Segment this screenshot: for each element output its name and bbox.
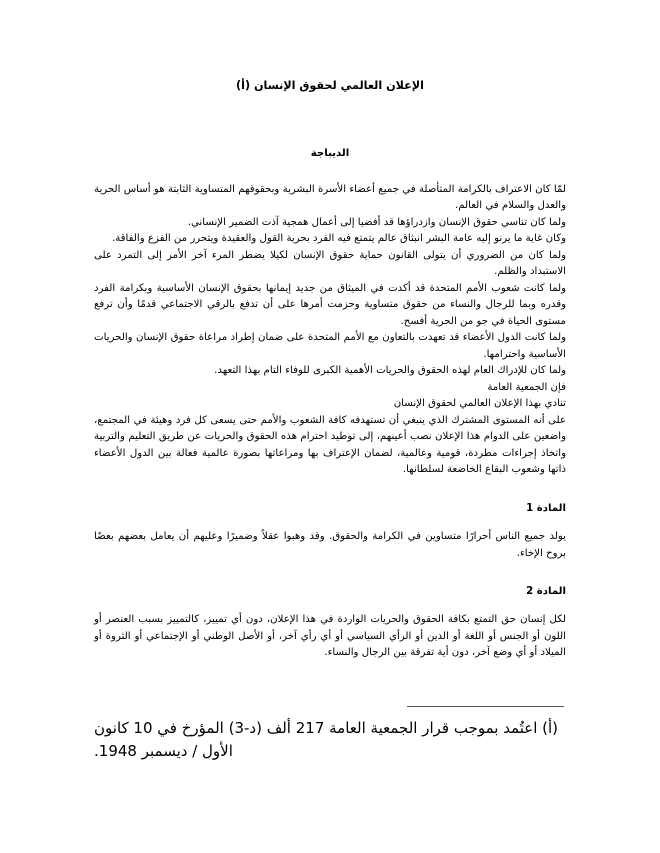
preamble-paragraph: ولما كان تناسي حقوق الإنسان وازدراؤها قد أفضيا إلى أعمال همجية آذت الضمير الإنساني. — [187, 216, 566, 228]
article-2-gap — [94, 599, 566, 612]
article-spacer — [94, 562, 566, 584]
footnote-separator — [407, 706, 564, 707]
article-1-body — [94, 529, 566, 562]
preamble-paragraph: ولما كان من الضروري أن يتولى القانون حماية حقوق الإنسان لكيلا يضطر المرء آخر الأمر إلى التمرد على الاستبداد والظلم. — [94, 249, 566, 278]
preamble-paragraph: لمّا كان الاعتراف بالكرامة المتأصلة في جميع أعضاء الأسرة البشرية وبحقوقهم المتساوية الثابتة هو أساس الحرية والعدل والسلام في العالم. — [94, 183, 566, 212]
article-1-text: يولد جميع الناس أحرارًا متساوين في الكرامة والحقوق. وقد وهبوا عقلاً وضميرًا وعليهم أن يعامل بعضهم بعضًا بروح الإخاء. — [94, 531, 566, 559]
article-2-text: لكل إنسان حق التمتع بكافة الحقوق والحريات الواردة في هذا الإعلان، دون أي تمييز، كالتمييز بسبب العنصر أو اللون أو الجنس أو اللغة أو الدين أو الرأي السياسي أو أي رأي آخر، أو الأصل الوطني أو الإجتماعي أو الثروة أو الميلاد أو أي وضع آخر، دون أية تفرقة بين الرجال والنساء. — [94, 614, 566, 659]
preamble-paragraph: ولما كانت شعوب الأمم المتحدة قد أكدت في الميثاق من جديد إيمانها بحقوق الإنسان الأساسية وبكرامة الفرد وقدره وبما للرجال والنساء من حقوق متساوية وحزمت أمرها على أن تدفع بالرقي الاجتماعي قدمًا وأن ترفع مستوى الحياة في جو من الحرية أفسح. — [94, 282, 566, 327]
preamble-proclamation: تنادي بهذا الإعلان العالمي لحقوق الإنسان — [393, 398, 566, 410]
footnote-section — [94, 706, 566, 762]
article-spacer — [94, 479, 566, 501]
article-1-gap — [94, 516, 566, 529]
footnote-text: (أ) اعتُمد بموجب قرار الجمعية العامة 217 ألف (د-3) المؤرخ في 10 كانون الأول / ديسمبر 1948. — [94, 719, 559, 760]
article-2-body — [94, 612, 566, 662]
preamble-paragraph: ولما كانت الدول الأعضاء قد تعهدت بالتعاون مع الأمم المتحدة على ضمان إطراد مراعاة حقوق الإنسان والحريات الأساسية واحترامها. — [94, 332, 566, 360]
preamble-paragraph: على أنه المستوى المشترك الذي ينبغي أن تستهدفه كافة الشعوب والأمم حتى يسعى كل فرد وهيئة في المجتمع، واضعين على الدوام هذا الإعلان نصب أعينهم، إلى توطيد احترام هذه الحقوق والحريات عن طريق التعليم والتربية واتخاذ إجراءات مطردة، قومية وعالمية، لضمان الإعتراف بها ومراعاتها بصورة عالمية فعالة بين الدول الأعضاء ذاتها وشعوب البقاع الخاضعة لسلطانها. — [94, 414, 566, 476]
preamble-body — [94, 182, 566, 479]
page-title: الإعلان العالمي لحقوق الإنسان (أ) — [236, 79, 424, 92]
preamble-paragraph: ولما كان للإدراك العام لهذه الحقوق والحريات الأهمية الكبرى للوفاء التام بهذا التعهد. — [214, 365, 566, 377]
preamble-proclamation-lead: فإن الجمعية العامة — [487, 381, 566, 393]
article-1-heading: المادة 1 — [526, 502, 566, 514]
preamble-paragraph: وكان غاية ما يرنو إليه عامة البشر انبثاق عالم يتمتع فيه الفرد بحرية القول والعقيدة ويتحرر من الفزع والفاقة. — [111, 233, 566, 245]
article-2-heading: المادة 2 — [526, 586, 566, 598]
heading-spacer — [94, 162, 566, 182]
title-spacer — [94, 94, 566, 146]
preamble-heading: الديباجة — [310, 148, 350, 160]
